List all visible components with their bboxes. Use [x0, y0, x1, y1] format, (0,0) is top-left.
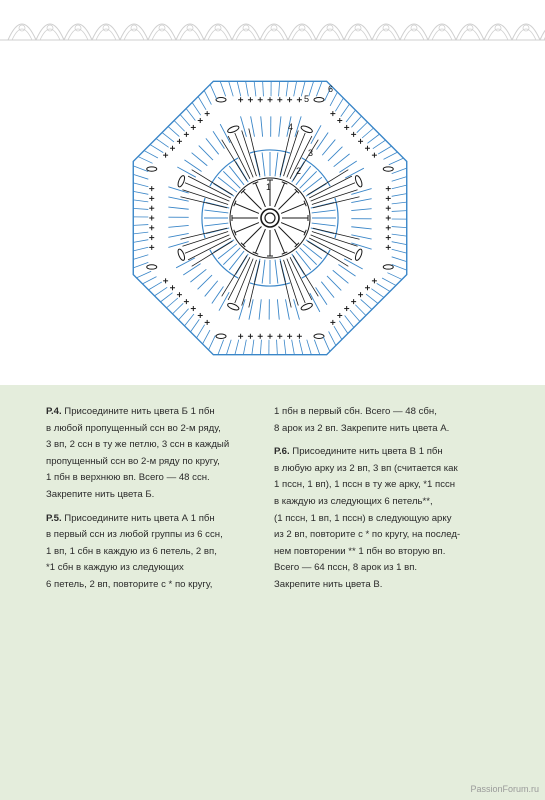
round-label: Р.5. [46, 512, 62, 524]
round-label: Р.6. [274, 446, 290, 458]
round-4-paragraph [46, 404, 260, 504]
text-line: в каждую из следующих 6 петель**, [274, 495, 433, 507]
text-line: Закрепите нить цвета Б. [46, 488, 155, 500]
text-line: пропущенный ссн во 2-м ряду по кругу, [46, 455, 220, 467]
round-text [274, 446, 460, 590]
round-number-label: 4 [288, 122, 294, 132]
round-label: Р.4. [46, 406, 62, 417]
text-line: 3 вп, 2 ссн в ту же петлю, 3 ссн в каждый [46, 439, 230, 451]
text-line: в первый ссн из любой группы из 6 ссн, [46, 529, 223, 541]
instructions-left-column [46, 404, 260, 601]
text-line: Присоедините нить цвета В 1 пбн [289, 446, 443, 458]
text-line: *1 сбн в каждую из следующих [46, 562, 184, 574]
text-line: 1 вп, 1 сбн в каждую из 6 петель, 2 вп, [46, 545, 217, 557]
text-line: нем повторении ** 1 пбн во вторую вп. [274, 545, 446, 557]
text-line: 1 пссн, 1 вп), 1 пссн в ту же арку, *1 пссн [274, 479, 456, 491]
instructions-right-column [274, 404, 510, 601]
text-line: 1 пбн в первый сбн. Всего — 48 сбн, [274, 406, 437, 417]
text-line: Присоедините нить цвета Б 1 пбн [61, 406, 215, 417]
text-line: Всего — 64 пссн, 8 арок из 1 вп. [274, 562, 418, 574]
lace-border [0, 0, 545, 48]
round-text [46, 513, 223, 590]
text-line: в любой пропущенный ссн во 2-м ряду, [46, 422, 221, 434]
round-text [46, 406, 229, 500]
round-number-label: 6 [328, 84, 334, 94]
text-line: (1 пссн, 1 вп, 1 пссн) в следующую арку [274, 512, 452, 524]
round-5-continued-paragraph [274, 404, 510, 437]
round-5-paragraph [46, 511, 260, 594]
watermark: PassionForum.ru [470, 784, 539, 794]
text-line: 6 петель, 2 вп, повторите с * по кругу, [46, 578, 213, 590]
text-line: 1 пбн в верхнюю вп. Всего — 48 ссн. [46, 472, 210, 484]
text-line: Закрепите нить цвета В. [274, 578, 383, 590]
text-line: из 2 вп, повторите с * по кругу, на послед- [274, 529, 461, 541]
crochet-diagram [100, 78, 440, 378]
text-line: Присоедините нить цвета А 1 пбн [61, 512, 215, 524]
round-number-label: 3 [308, 148, 314, 158]
round-text [274, 406, 449, 434]
text-line: 8 арок из 2 вп. Закрепите нить цвета А. [274, 422, 450, 434]
round-number-label: 1 [266, 182, 272, 192]
round-number-label: 5 [304, 94, 310, 104]
text-line: в любую арку из 2 вп, 3 вп (считается как [274, 462, 458, 474]
round-number-label: 2 [296, 166, 302, 176]
round-6-paragraph [274, 444, 510, 593]
